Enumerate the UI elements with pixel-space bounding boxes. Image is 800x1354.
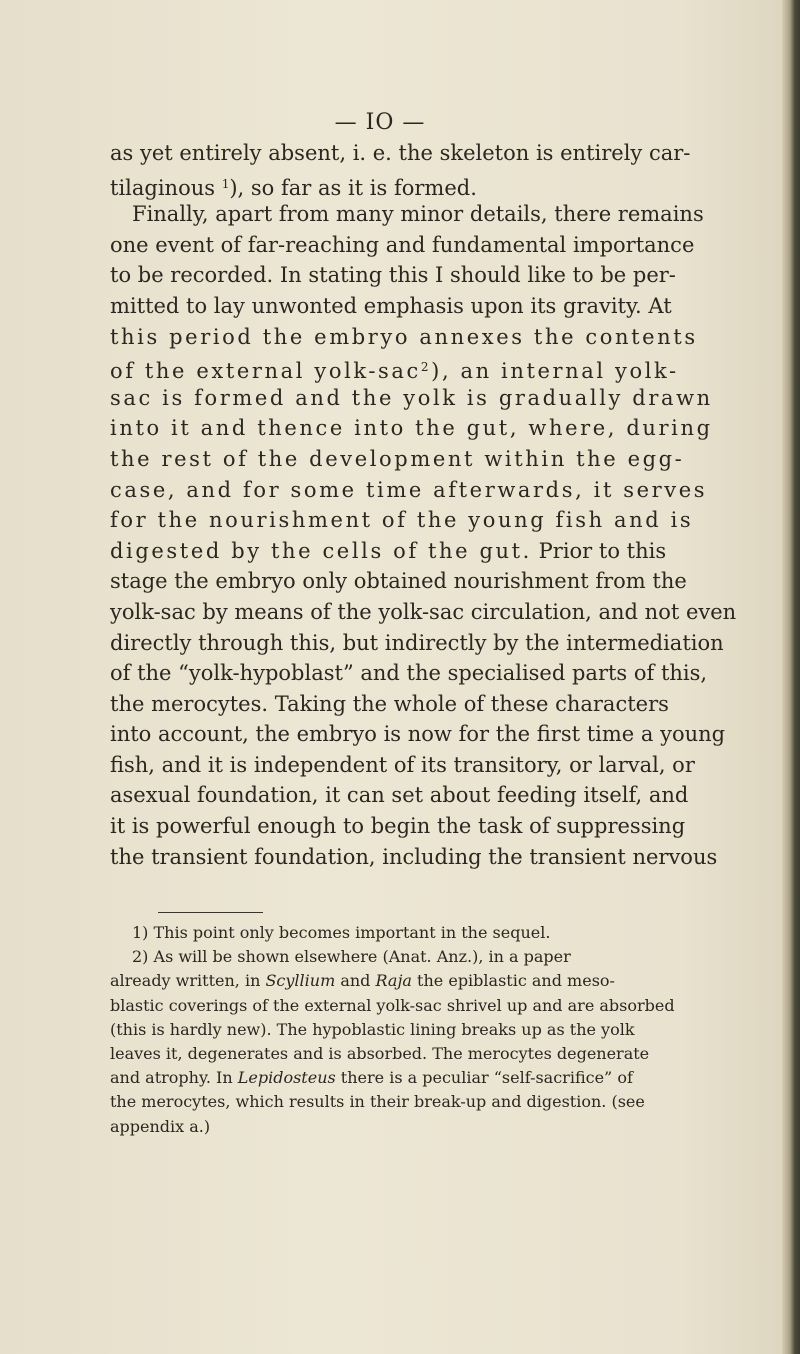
footnote-1: 1) This point only becomes important in the sequel. [132, 923, 551, 942]
text-line-23: it is powerful enough to begin the task of suppressing [110, 814, 686, 839]
text-line-8-b: ), an internal yolk- [431, 359, 679, 384]
footnote-2-line-6 [110, 1066, 715, 1090]
text-line-6: mitted to lay unwonted emphasis upon its gravity. At [110, 293, 672, 318]
text-line-10: into it and thence into the gut, where, during [110, 416, 713, 441]
footnote-2-line-7: the merocytes, which results in their break-up and digestion. (see [110, 1092, 645, 1112]
footnote-ref-2[interactable]: 2 [420, 360, 432, 375]
text-line-18: of the “yolk-hypoblast” and the specialised parts of this, [110, 661, 708, 686]
text-line-1: as yet entirely absent, i. e. the skeleton is entirely car- [110, 141, 691, 165]
fn2-scyllium: Scyllium [265, 971, 336, 991]
text-line-16: yolk-sac by means of the yolk-sac circulation, and not even [110, 599, 737, 624]
main-text [110, 138, 737, 872]
text-line-20: into account, the embryo is now for the first time a young [110, 722, 726, 747]
fn2-l2-c: the epiblastic and meso- [411, 971, 615, 991]
text-line-14 [110, 536, 715, 567]
text-line-13: for the nourishment of the young fish and is [110, 508, 694, 533]
footnote-2-line-5: leaves it, degenerates and is absorbed. The merocytes degenerate [110, 1043, 650, 1063]
page-edge-shadow [782, 0, 800, 1354]
text-line-24: the transient foundation, including the transient nervous [110, 844, 718, 869]
text-line-19: the merocytes. Taking the whole of these characters [110, 691, 669, 716]
footnote-2-line-1: 2) As will be shown elsewhere (Anat. Anz.), in a paper [132, 947, 571, 967]
text-line-2-a: tilaginous [110, 175, 222, 200]
page-number: — IO — [334, 110, 426, 135]
footnote-ref-1[interactable]: 1 [221, 176, 230, 191]
text-line-2 [110, 169, 715, 200]
text-line-22: asexual foundation, it can set about feeding itself, and [110, 783, 689, 808]
text-line-8 [110, 352, 715, 383]
footnotes [110, 921, 715, 1139]
fn2-l2-b: and [335, 971, 376, 991]
text-line-14-a: digested by the cells of the gut. [110, 538, 532, 563]
text-line-12: case, and for some time afterwards, it serves [110, 477, 708, 502]
footnote-2-line-2 [110, 969, 715, 993]
fn2-raja: Raja [375, 971, 412, 991]
text-line-14-b: Prior to this [531, 538, 667, 563]
text-line-15: stage the embryo only obtained nourishment from the [110, 569, 687, 594]
fn2-l6-b: there is a peculiar “self-sacrifice” of [335, 1068, 633, 1088]
text-line-8-a: of the external yolk-sac [110, 359, 421, 384]
fn2-lepidosteus: Lepidosteus [237, 1068, 336, 1088]
footnote-divider [158, 912, 263, 913]
text-line-4: one event of far-reaching and fundamental importance [110, 232, 695, 257]
text-line-21: fish, and it is independent of its transitory, or larval, or [110, 752, 695, 777]
footnote-2-line-4: (this is hardly new). The hypoblastic lining breaks up as the yolk [110, 1019, 635, 1039]
footnote-2-line-8: appendix a.) [110, 1116, 211, 1136]
text-line-11: the rest of the development within the egg- [110, 446, 685, 471]
text-line-3: Finally, apart from many minor details, there remains [132, 202, 704, 227]
fn2-l6-a: and atrophy. In [110, 1068, 238, 1088]
footnote-2-line-3: blastic coverings of the external yolk-sac shrivel up and are absorbed [110, 995, 675, 1015]
fn2-l2-a: already written, in [110, 971, 266, 991]
text-line-7: this period the embryo annexes the contents [110, 324, 698, 349]
text-line-17: directly through this, but indirectly by the intermediation [110, 630, 724, 655]
text-line-2-b: ), so far as it is formed. [229, 175, 477, 200]
text-line-5: to be recorded. In stating this I should like to be per- [110, 263, 676, 288]
text-line-9: sac is formed and the yolk is gradually drawn [110, 385, 713, 410]
